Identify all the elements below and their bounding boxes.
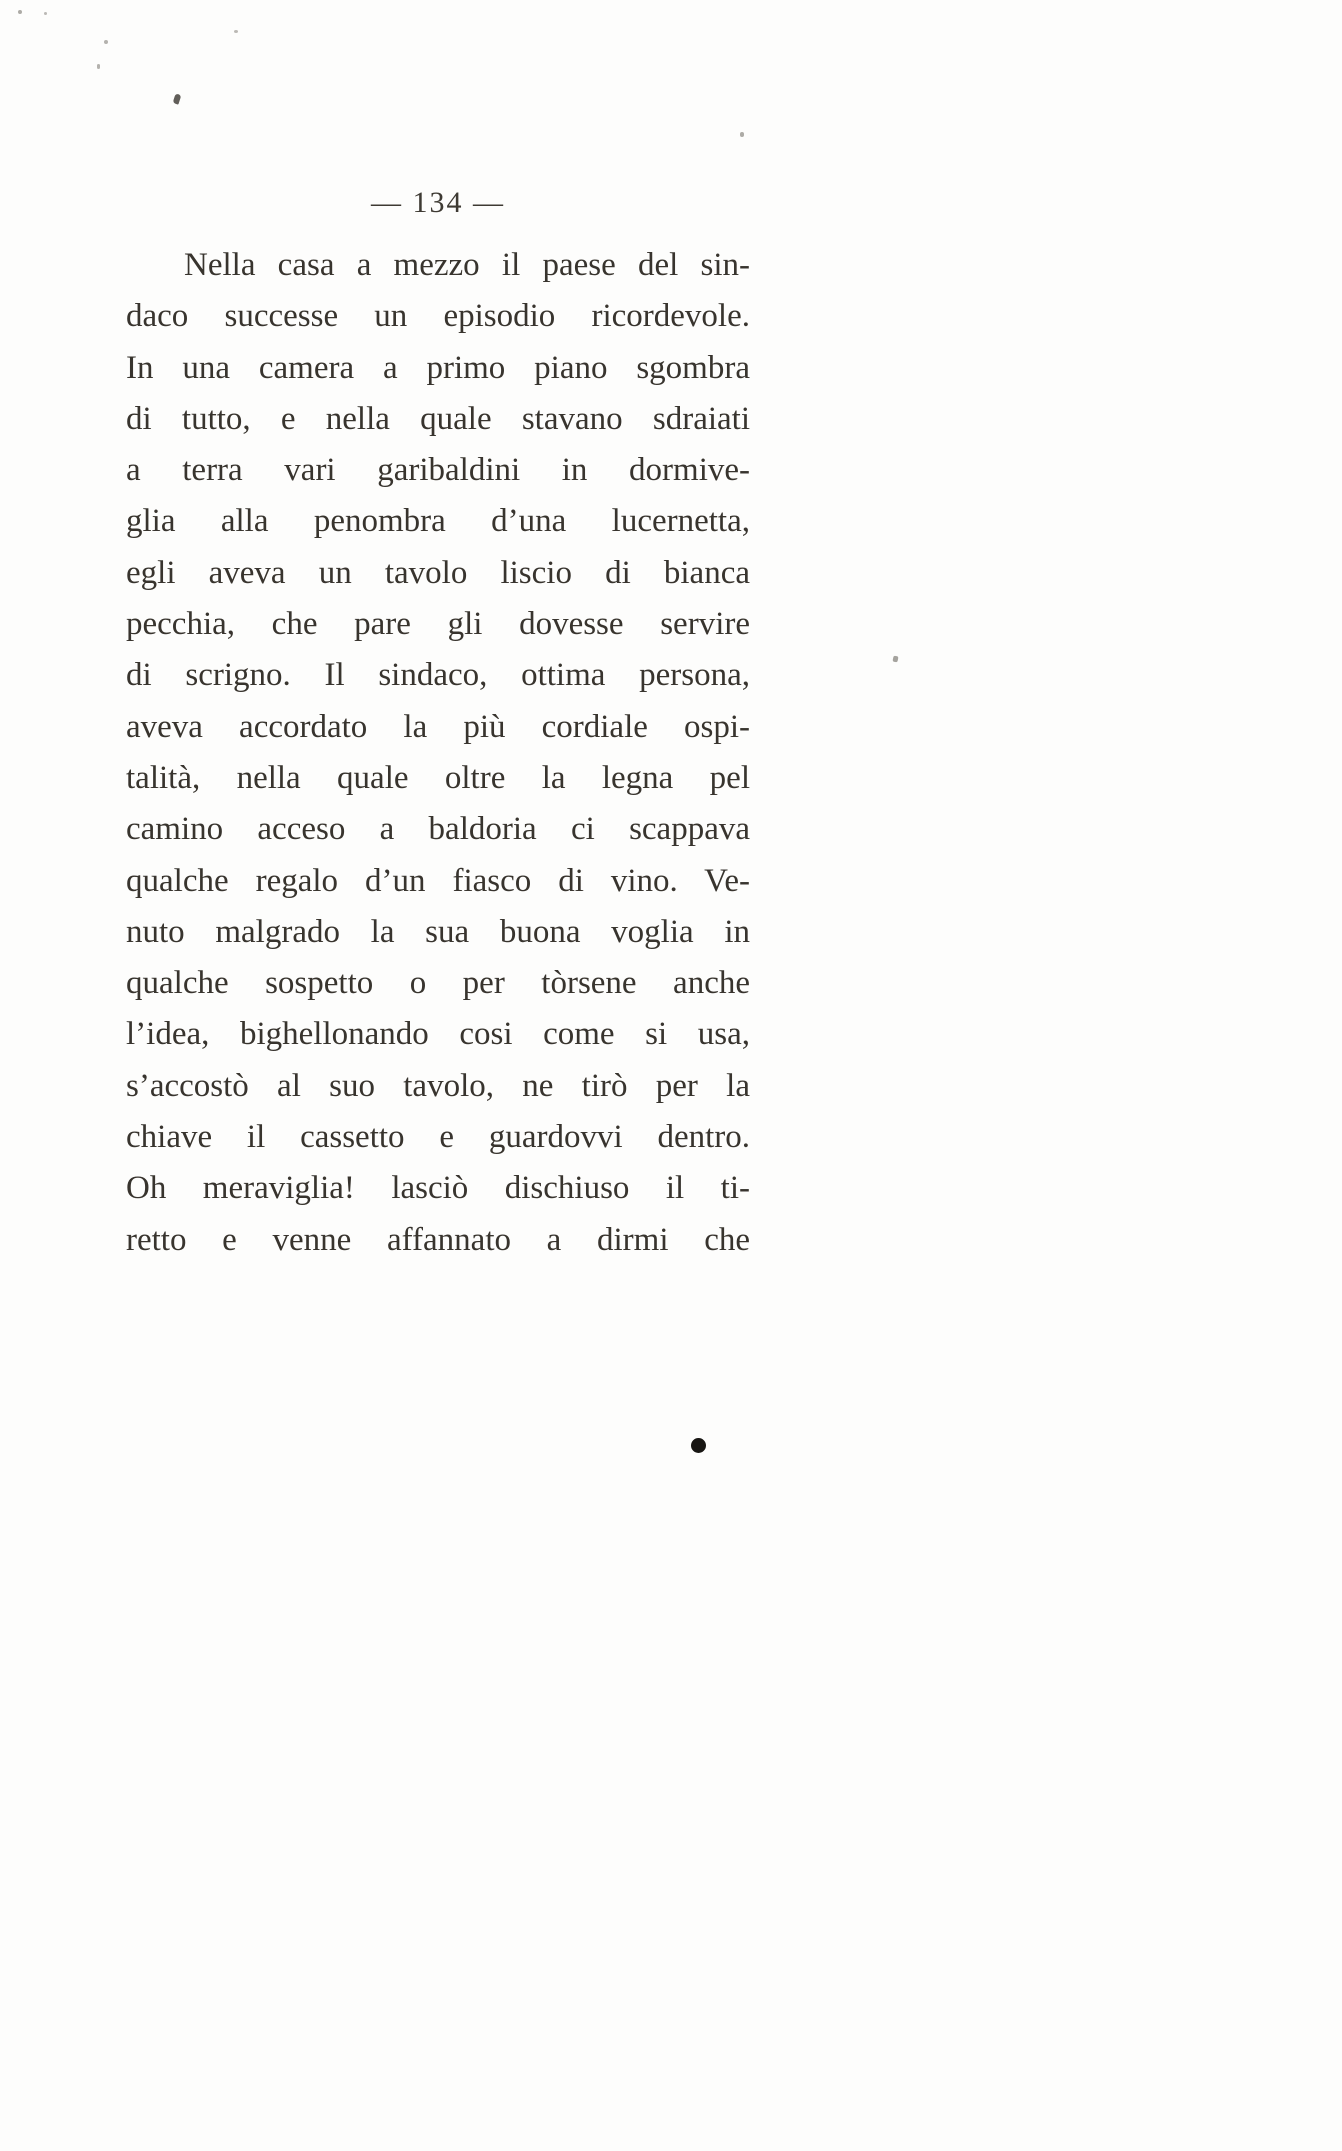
- text-line: s’accostò al suo tavolo, ne tirò per la: [126, 1067, 750, 1104]
- text-line: Oh meraviglia! lasciò dischiuso il ti-: [126, 1170, 750, 1207]
- scan-speck: [44, 12, 47, 15]
- text-line: di scrigno. Il sindaco, ottima persona,: [126, 657, 750, 694]
- page-number: — 134 —: [371, 186, 505, 219]
- text-line: egli aveva un tavolo liscio di bianca: [126, 554, 750, 591]
- text-line: qualche sospetto o per tòrsene anche: [126, 965, 750, 1002]
- text-line: di tutto, e nella quale stavano sdraiati: [126, 400, 750, 437]
- ink-dot-mark: [691, 1438, 706, 1453]
- scan-speck: [173, 93, 182, 104]
- text-line: camino acceso a baldoria ci scappava: [126, 811, 750, 848]
- text-line: qualche regalo d’un fiasco di vino. Ve-: [126, 862, 750, 899]
- text-line: pecchia, che pare gli dovesse servire: [126, 606, 750, 643]
- paragraph: [126, 240, 750, 1266]
- text-line: In una camera a primo piano sgombra: [126, 349, 750, 386]
- scan-speck: [892, 656, 898, 663]
- scan-speck: [234, 30, 238, 33]
- scan-speck: [97, 64, 100, 69]
- text-line: l’idea, bighellonando cosi come si usa,: [126, 1016, 750, 1053]
- text-line: nuto malgrado la sua buona voglia in: [126, 913, 750, 950]
- text-line: talità, nella quale oltre la legna pel: [126, 759, 750, 796]
- text-line: chiave il cassetto e guardovvi dentro.: [126, 1119, 750, 1156]
- text-line: a terra vari garibaldini in dormive-: [126, 452, 750, 489]
- scan-speck: [740, 132, 744, 137]
- text-line: retto e venne affannato a dirmi che: [126, 1221, 750, 1258]
- text-line: Nella casa a mezzo il paese del sin-: [184, 247, 750, 283]
- text-line: glia alla penombra d’una lucernetta,: [126, 503, 750, 540]
- text-line: daco successe un episodio ricordevole.: [126, 298, 750, 335]
- scan-speck: [18, 10, 22, 14]
- text-line: aveva accordato la più cordiale ospi-: [126, 708, 750, 745]
- scan-speck: [104, 40, 108, 44]
